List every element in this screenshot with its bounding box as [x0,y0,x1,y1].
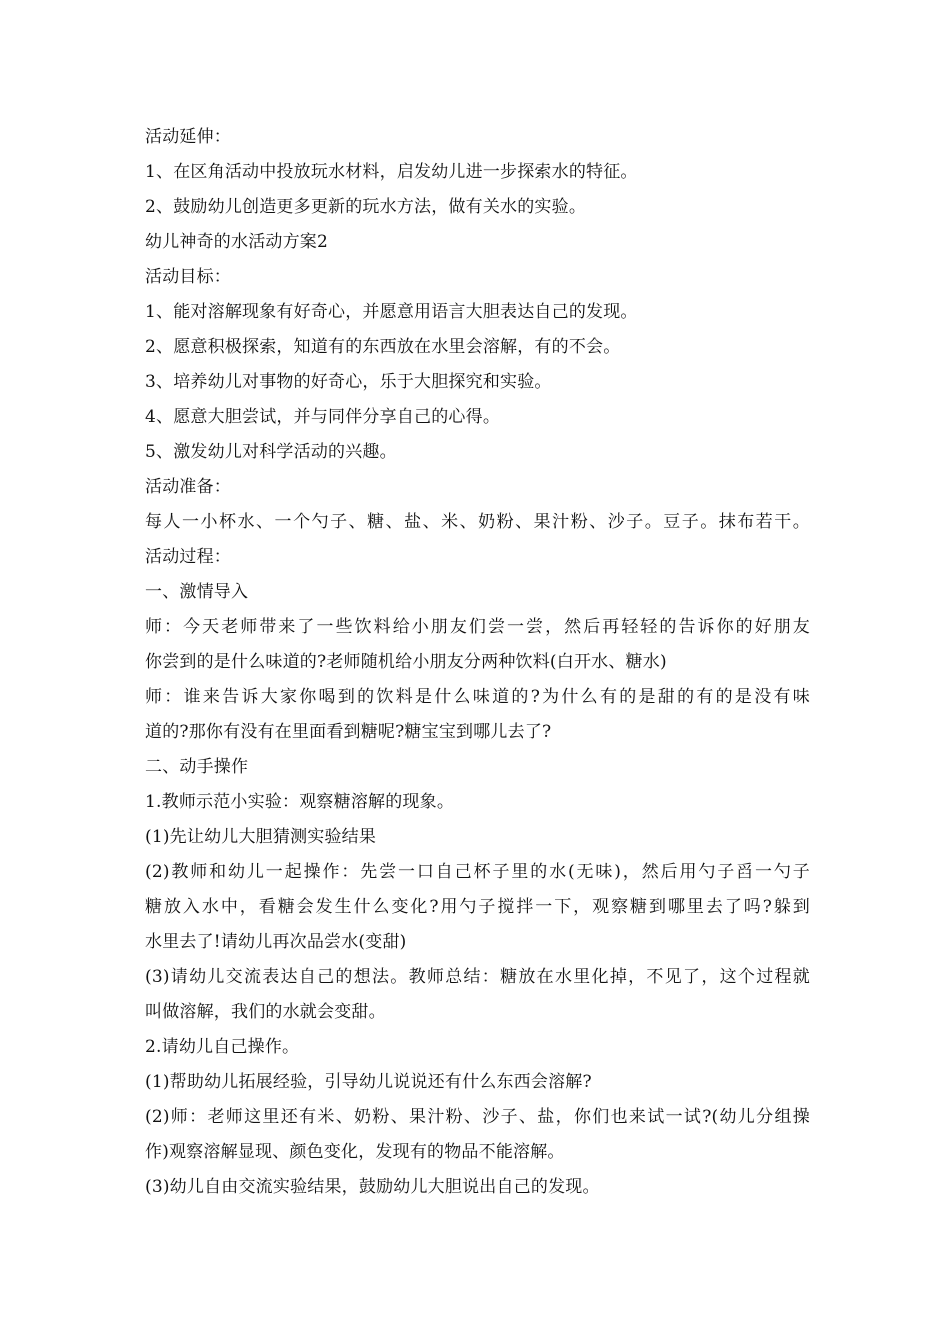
text-line: (1)帮助幼儿拓展经验，引导幼儿说说还有什么东西会溶解? [145,1072,592,1092]
text-line: (2)教师和幼儿一起操作：先尝一口自己杯子里的水(无味)，然后用勺子舀一勺子 [145,862,810,882]
text-line: 4、愿意大胆尝试，并与同伴分享自己的心得。 [145,407,501,427]
text-line: 活动延伸： [145,127,231,147]
text-line: 活动过程： [145,547,231,567]
text-line: 每人一小杯水、一个勺子、糖、盐、米、奶粉、果汁粉、沙子。豆子。抹布若干。 [145,512,810,532]
text-line: 1、能对溶解现象有好奇心，并愿意用语言大胆表达自己的发现。 [145,302,638,322]
text-line: 1、在区角活动中投放玩水材料，启发幼儿进一步探索水的特征。 [145,162,638,182]
text-line: 1.教师示范小实验：观察糖溶解的现象。 [145,792,455,812]
text-line: 作)观察溶解显现、颜色变化，发现有的物品不能溶解。 [145,1142,565,1162]
text-line: 二、动手操作 [145,757,249,777]
text-line: 3、培养幼儿对事物的好奇心，乐于大胆探究和实验。 [145,372,552,392]
document-body [145,120,810,1205]
text-line: 水里去了!请幼儿再次品尝水(变甜) [145,932,407,952]
text-line: 叫做溶解，我们的水就会变甜。 [145,1002,386,1022]
text-line: 你尝到的是什么味道的?老师随机给小朋友分两种饮料(白开水、糖水) [145,652,667,672]
text-line: 道的?那你有没有在里面看到糖呢?糖宝宝到哪儿去了? [145,722,552,742]
text-line: (1)先让幼儿大胆猜测实验结果 [145,827,377,847]
text-line: (3)请幼儿交流表达自己的想法。教师总结：糖放在水里化掉，不见了，这个过程就 [145,967,810,987]
text-line: 糖放入水中，看糖会发生什么变化?用勺子搅拌一下，观察糖到哪里去了吗?躲到 [145,897,810,917]
text-line: 2、鼓励幼儿创造更多更新的玩水方法，做有关水的实验。 [145,197,587,217]
text-line: (2)师：老师这里还有米、奶粉、果汁粉、沙子、盐，你们也来试一试?(幼儿分组操 [145,1107,810,1127]
text-line: 活动准备： [145,477,231,497]
text-line: 5、激发幼儿对科学活动的兴趣。 [145,442,397,462]
text-line: 2.请幼儿自己操作。 [145,1037,300,1057]
text-line: 活动目标： [145,267,231,287]
text-line: 一、激情导入 [145,582,249,602]
text-line: 2、愿意积极探索，知道有的东西放在水里会溶解，有的不会。 [145,337,621,357]
text-line: 师：今天老师带来了一些饮料给小朋友们尝一尝，然后再轻轻的告诉你的好朋友 [145,617,810,637]
text-line: 幼儿神奇的水活动方案2 [145,232,329,252]
text-line: (3)幼儿自由交流实验结果，鼓励幼儿大胆说出自己的发现。 [145,1177,600,1197]
text-line: 师：谁来告诉大家你喝到的饮料是什么味道的?为什么有的是甜的有的是没有味 [145,687,810,707]
